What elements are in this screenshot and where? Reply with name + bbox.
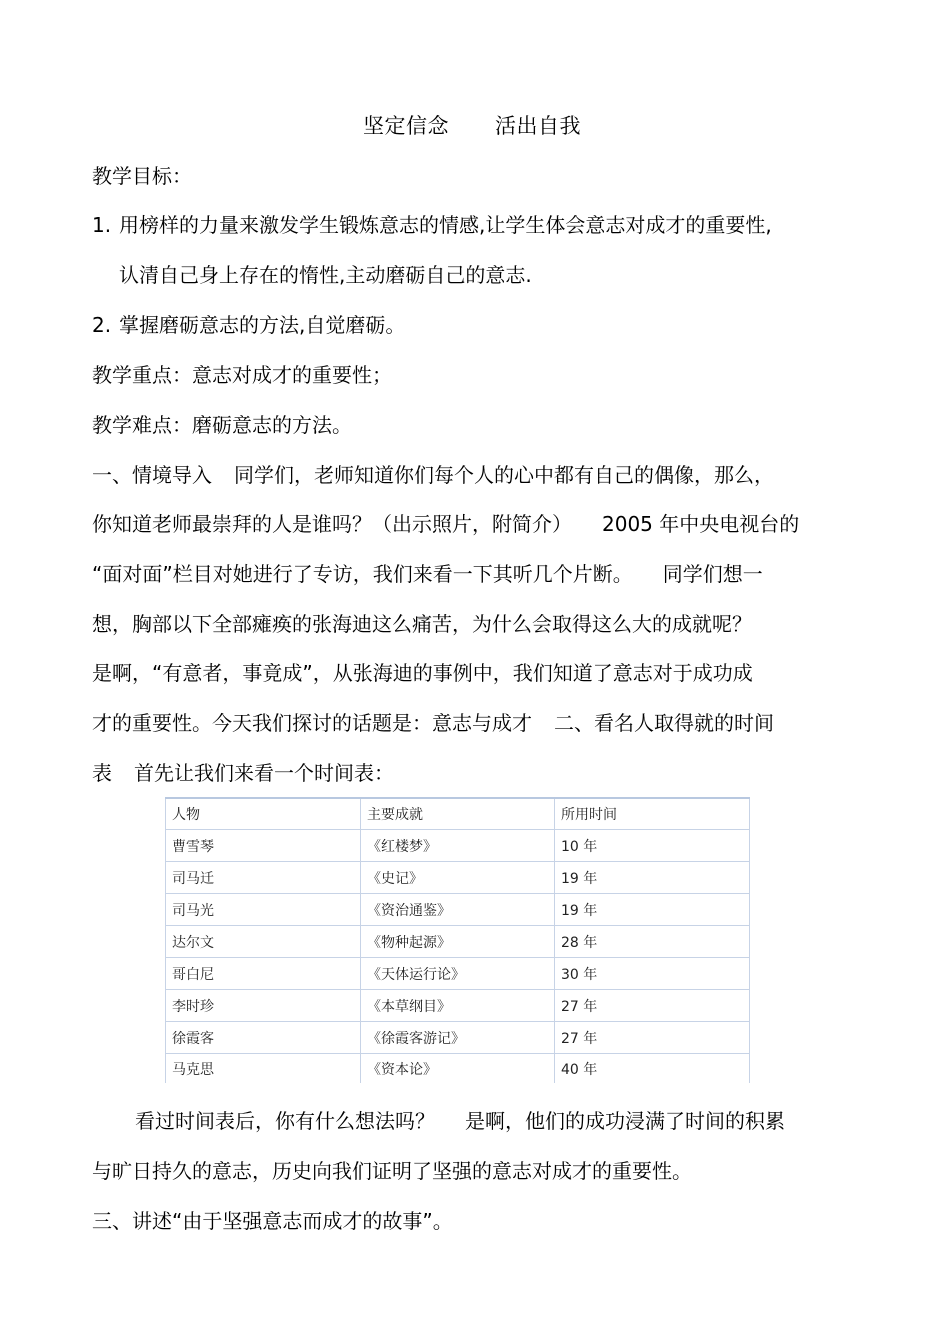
cell-achievement: 《本草纲目》 (361, 990, 555, 1022)
objectives-heading: 教学目标： (92, 164, 192, 188)
key-point: 教学重点：意志对成才的重要性； (92, 363, 392, 387)
section-1-text-3b: 同学们想一 (662, 562, 763, 586)
cell-time: 27 年 (555, 1022, 750, 1054)
cell-achievement: 《资本论》 (361, 1054, 555, 1084)
section-1-line-1 (92, 462, 774, 488)
table-row (166, 926, 750, 958)
column-header-achievement: 主要成就 (361, 798, 555, 830)
section-1-text-7b: 首先让我们来看一个时间表： (134, 761, 394, 785)
cell-achievement: 《天体运行论》 (361, 958, 555, 990)
table-row (166, 830, 750, 862)
cell-achievement: 《物种起源》 (361, 926, 555, 958)
cell-person: 司马迁 (166, 862, 361, 894)
section-3-heading: 三、讲述“由于坚强意志而成才的故事”。 (92, 1209, 453, 1233)
table-row (166, 958, 750, 990)
title-part-1: 坚定信念 (363, 114, 449, 138)
cell-person: 李时珍 (166, 990, 361, 1022)
section-1-line-6 (92, 710, 774, 736)
section-1-text-2b: 2005 年中央电视台的 (602, 512, 800, 536)
section-1-text-3a: “面对面”栏目对她进行了专访，我们来看一下其听几个片断。 (92, 562, 633, 586)
section-1-line-3 (92, 561, 763, 587)
cell-person: 曹雪琴 (166, 830, 361, 862)
objective-2 (92, 312, 405, 338)
after-table-line-2: 与旷日持久的意志，历史向我们证明了坚强的意志对成才的重要性。 (92, 1159, 692, 1183)
column-header-time: 所用时间 (555, 798, 750, 830)
objective-1-line-1: 用榜样的力量来激发学生锻炼意志的情感,让学生体会意志对成才的重要性, (119, 213, 772, 237)
section-1-line-2 (92, 511, 799, 537)
cell-person: 马克思 (166, 1054, 361, 1084)
cell-person: 徐霞客 (166, 1022, 361, 1054)
difficulty: 教学难点：磨砺意志的方法。 (92, 413, 352, 437)
objective-1 (92, 212, 772, 238)
cell-time: 10 年 (555, 830, 750, 862)
cell-person: 哥白尼 (166, 958, 361, 990)
after-table-text-1a: 看过时间表后，你有什么想法吗？ (135, 1109, 435, 1133)
section-1-text-6b: 二、看名人取得就的时间 (554, 711, 774, 735)
table-row (166, 1022, 750, 1054)
section-1-text-1: 同学们，老师知道你们每个人的心中都有自己的偶像，那么， (234, 463, 774, 487)
page-title (363, 113, 581, 139)
cell-achievement: 《资治通鉴》 (361, 894, 555, 926)
column-header-person: 人物 (166, 798, 361, 830)
section-1-text-7a: 表 (92, 761, 112, 785)
cell-achievement: 《史记》 (361, 862, 555, 894)
cell-time: 27 年 (555, 990, 750, 1022)
cell-time: 30 年 (555, 958, 750, 990)
after-table-line-1 (135, 1108, 785, 1134)
cell-person: 司马光 (166, 894, 361, 926)
cell-achievement: 《徐霞客游记》 (361, 1022, 555, 1054)
achievement-timetable (165, 797, 750, 1083)
section-1-line-7 (92, 760, 394, 786)
section-1-line-5: 是啊，“有意者，事竟成”，从张海迪的事例中，我们知道了意志对于成功成 (92, 661, 753, 685)
objective-1-line-2: 认清自己身上存在的惰性,主动磨砺自己的意志. (119, 263, 532, 287)
table-row (166, 990, 750, 1022)
section-1-heading: 一、情境导入 (92, 463, 212, 487)
objective-2-text: 掌握磨砺意志的方法,自觉磨砺。 (119, 313, 406, 337)
objective-2-number: 2. (92, 313, 112, 337)
cell-time: 19 年 (555, 862, 750, 894)
objective-1-number: 1. (92, 213, 112, 237)
cell-time: 28 年 (555, 926, 750, 958)
table-row (166, 1054, 750, 1084)
section-1-text-2a: 你知道老师最崇拜的人是谁吗？（出示照片，附简介） (92, 512, 572, 536)
after-table-text-1b: 是啊，他们的成功浸满了时间的积累 (465, 1109, 785, 1133)
cell-achievement: 《红楼梦》 (361, 830, 555, 862)
table-header-row (166, 798, 750, 830)
section-1-line-4: 想，胸部以下全部瘫痪的张海迪这么痛苦，为什么会取得这么大的成就呢？ (92, 612, 752, 636)
cell-time: 40 年 (555, 1054, 750, 1084)
table-row (166, 862, 750, 894)
section-1-text-6a: 才的重要性。今天我们探讨的话题是：意志与成才 (92, 711, 532, 735)
cell-time: 19 年 (555, 894, 750, 926)
table-row (166, 894, 750, 926)
title-part-2: 活出自我 (495, 114, 581, 138)
cell-person: 达尔文 (166, 926, 361, 958)
